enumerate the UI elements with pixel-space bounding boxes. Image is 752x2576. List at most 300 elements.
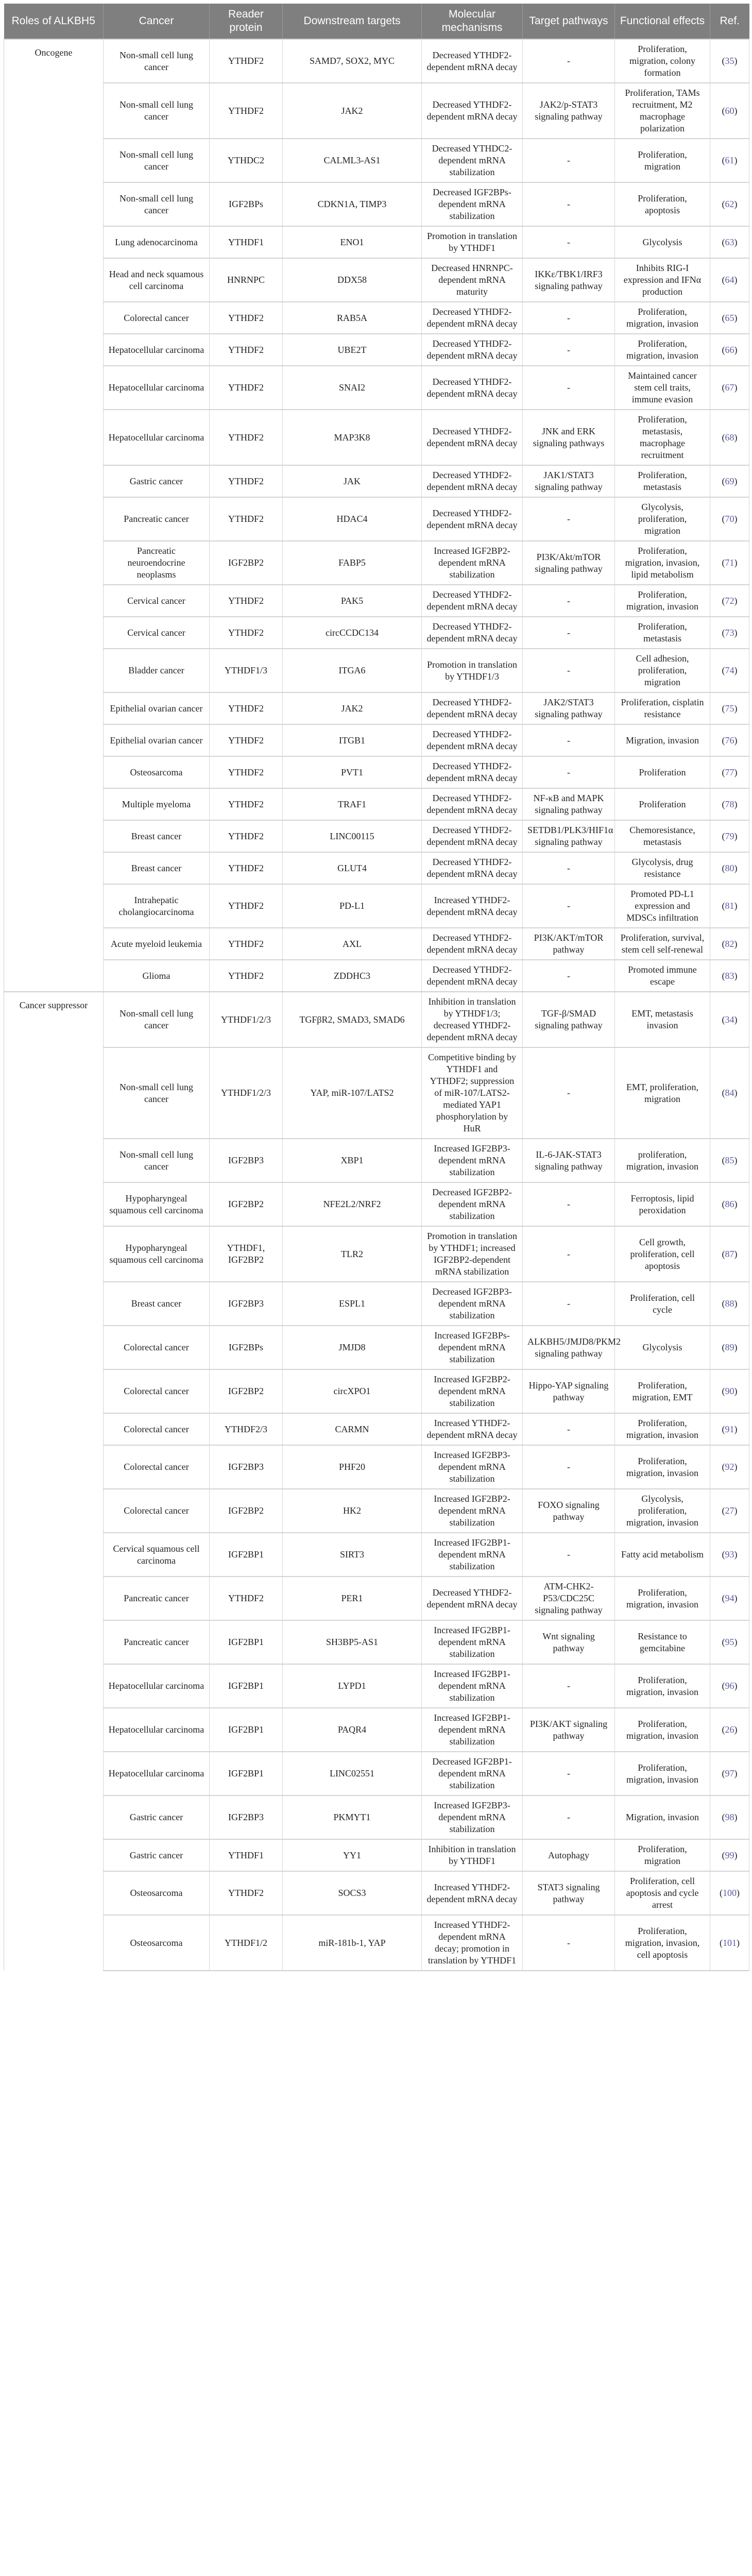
- functional-effects-cell: Glycolysis, proliferation, migration: [615, 497, 710, 541]
- molecular-mechanism-cell: Decreased HNRNPC-dependent mRNA maturity: [422, 258, 523, 302]
- cancer-cell: Breast cancer: [104, 820, 210, 852]
- functional-effects-cell: Cell growth, proliferation, cell apoptosis: [615, 1226, 710, 1282]
- target-pathway-cell: -: [523, 756, 615, 788]
- target-pathway-cell: JNK and ERK signaling pathways: [523, 410, 615, 465]
- functional-effects-cell: Proliferation, migration, invasion, lipid metabolism: [615, 541, 710, 585]
- reader-protein-cell: IGF2BP1: [210, 1708, 283, 1752]
- target-pathway-cell: -: [523, 1664, 615, 1708]
- column-header-reader-protein: Reader protein: [210, 4, 283, 39]
- column-header-target-pathways: Target pathways: [523, 4, 615, 39]
- ref-link[interactable]: 26: [725, 1724, 734, 1735]
- target-pathway-cell: IL-6-JAK-STAT3 signaling pathway: [523, 1139, 615, 1182]
- ref-cell: [710, 226, 749, 258]
- reader-protein-cell: YTHDF2: [210, 756, 283, 788]
- functional-effects-cell: Promoted PD-L1 expression and MDSCs infiltration: [615, 884, 710, 928]
- molecular-mechanism-cell: Decreased YTHDF2-dependent mRNA decay: [422, 928, 523, 960]
- functional-effects-cell: Ferroptosis, lipid peroxidation: [615, 1182, 710, 1226]
- ref-cell: [710, 884, 749, 928]
- reader-protein-cell: YTHDF1/2: [210, 1915, 283, 1971]
- cancer-cell: Hepatocellular carcinoma: [104, 334, 210, 366]
- molecular-mechanism-cell: Increased IGF2BP3-dependent mRNA stabilization: [422, 1139, 523, 1182]
- cancer-cell: Osteosarcoma: [104, 1915, 210, 1971]
- downstream-targets-cell: SIRT3: [283, 1533, 422, 1577]
- cancer-cell: Gastric cancer: [104, 1795, 210, 1839]
- ref-cell: [710, 83, 749, 139]
- downstream-targets-cell: MAP3K8: [283, 410, 422, 465]
- reader-protein-cell: IGF2BP3: [210, 1795, 283, 1839]
- cancer-cell: Acute myeloid leukemia: [104, 928, 210, 960]
- downstream-targets-cell: TRAF1: [283, 788, 422, 820]
- downstream-targets-cell: SH3BP5-AS1: [283, 1620, 422, 1664]
- downstream-targets-cell: ZDDHC3: [283, 960, 422, 992]
- functional-effects-cell: Inhibits RIG-I expression and IFNα production: [615, 258, 710, 302]
- ref-link[interactable]: 65: [725, 312, 734, 323]
- functional-effects-cell: Proliferation, cell apoptosis and cycle arrest: [615, 1871, 710, 1915]
- functional-effects-cell: Proliferation, migration, invasion: [615, 334, 710, 366]
- downstream-targets-cell: LINC00115: [283, 820, 422, 852]
- molecular-mechanism-cell: Promotion in translation by YTHDF1: [422, 226, 523, 258]
- downstream-targets-cell: CDKN1A, TIMP3: [283, 182, 422, 226]
- molecular-mechanism-cell: Decreased YTHDF2-dependent mRNA decay: [422, 302, 523, 334]
- molecular-mechanism-cell: Decreased YTHDF2-dependent mRNA decay: [422, 1577, 523, 1620]
- ref-link[interactable]: 72: [725, 595, 734, 606]
- ref-cell: [710, 541, 749, 585]
- reader-protein-cell: IGF2BP1: [210, 1752, 283, 1795]
- ref-link[interactable]: 68: [725, 432, 734, 443]
- ref-cell: [710, 139, 749, 182]
- ref-link[interactable]: 69: [725, 476, 734, 486]
- functional-effects-cell: Proliferation, migration, invasion: [615, 302, 710, 334]
- ref-link[interactable]: 79: [725, 831, 734, 841]
- ref-cell: [710, 820, 749, 852]
- table-row: [4, 992, 749, 1047]
- cancer-cell: Cervical cancer: [104, 617, 210, 649]
- ref-cell: [710, 1839, 749, 1871]
- functional-effects-cell: Glycolysis, proliferation, migration, invasion: [615, 1489, 710, 1533]
- functional-effects-cell: Proliferation, cisplatin resistance: [615, 692, 710, 724]
- table-row: [4, 139, 749, 182]
- cancer-cell: Non-small cell lung cancer: [104, 39, 210, 83]
- functional-effects-cell: Migration, invasion: [615, 1795, 710, 1839]
- table-row: [4, 585, 749, 617]
- reader-protein-cell: YTHDF2: [210, 852, 283, 884]
- cancer-cell: Colorectal cancer: [104, 1413, 210, 1445]
- cancer-cell: Intrahepatic cholangiocarcinoma: [104, 884, 210, 928]
- molecular-mechanism-cell: Decreased YTHDF2-dependent mRNA decay: [422, 692, 523, 724]
- molecular-mechanism-cell: Increased YTHDF2-dependent mRNA decay: [422, 1871, 523, 1915]
- reader-protein-cell: YTHDF2: [210, 928, 283, 960]
- molecular-mechanism-cell: Decreased IGF2BP3-dependent mRNA stabilization: [422, 1282, 523, 1326]
- ref-link[interactable]: 89: [725, 1342, 734, 1352]
- functional-effects-cell: Proliferation, TAMs recruitment, M2 macrophage polarization: [615, 83, 710, 139]
- molecular-mechanism-cell: Increased YTHDF2-dependent mRNA decay: [422, 1413, 523, 1445]
- molecular-mechanism-cell: Increased IGF2BP3-dependent mRNA stabilization: [422, 1445, 523, 1489]
- functional-effects-cell: Proliferation, cell cycle: [615, 1282, 710, 1326]
- ref-cell: [710, 302, 749, 334]
- column-header-roles: Roles of ALKBH5: [4, 4, 104, 39]
- column-header-ref: Ref.: [710, 4, 749, 39]
- target-pathway-cell: PI3K/AKT/mTOR pathway: [523, 928, 615, 960]
- table-row: [4, 1489, 749, 1533]
- downstream-targets-cell: PER1: [283, 1577, 422, 1620]
- reader-protein-cell: IGF2BPs: [210, 1326, 283, 1369]
- functional-effects-cell: Proliferation, migration, invasion: [615, 1577, 710, 1620]
- table-row: [4, 724, 749, 756]
- ref-cell: [710, 928, 749, 960]
- molecular-mechanism-cell: Increased YTHDF2-dependent mRNA decay: [422, 884, 523, 928]
- ref-link[interactable]: 83: [725, 970, 734, 981]
- table-row: [4, 1620, 749, 1664]
- table-row: [4, 1752, 749, 1795]
- table-row: [4, 1369, 749, 1413]
- cancer-cell: Epithelial ovarian cancer: [104, 692, 210, 724]
- functional-effects-cell: Fatty acid metabolism: [615, 1533, 710, 1577]
- functional-effects-cell: Maintained cancer stem cell traits, immune evasion: [615, 366, 710, 410]
- ref-link[interactable]: 70: [725, 514, 734, 524]
- target-pathway-cell: Wnt signaling pathway: [523, 1620, 615, 1664]
- table-row: [4, 1533, 749, 1577]
- ref-link[interactable]: 63: [725, 236, 734, 247]
- molecular-mechanism-cell: Decreased IGF2BPs-dependent mRNA stabilization: [422, 182, 523, 226]
- ref-link[interactable]: 85: [725, 1155, 734, 1165]
- column-header-molecular-mechanisms: Molecular mechanisms: [422, 4, 523, 39]
- ref-cell: [710, 756, 749, 788]
- functional-effects-cell: Glycolysis: [615, 226, 710, 258]
- target-pathway-cell: FOXO signaling pathway: [523, 1489, 615, 1533]
- target-pathway-cell: STAT3 signaling pathway: [523, 1871, 615, 1915]
- downstream-targets-cell: HK2: [283, 1489, 422, 1533]
- ref-link[interactable]: 93: [725, 1549, 734, 1560]
- molecular-mechanism-cell: Decreased YTHDF2-dependent mRNA decay: [422, 724, 523, 756]
- table-row: [4, 649, 749, 692]
- target-pathway-cell: JAK1/STAT3 signaling pathway: [523, 465, 615, 497]
- reader-protein-cell: YTHDF2: [210, 692, 283, 724]
- target-pathway-cell: JAK2/STAT3 signaling pathway: [523, 692, 615, 724]
- ref-link[interactable]: 96: [725, 1681, 734, 1691]
- functional-effects-cell: Proliferation, survival, stem cell self-renewal: [615, 928, 710, 960]
- functional-effects-cell: Chemoresistance, metastasis: [615, 820, 710, 852]
- target-pathway-cell: -: [523, 1182, 615, 1226]
- ref-cell: [710, 960, 749, 992]
- molecular-mechanism-cell: Inhibition in translation by YTHDF1/3; decreased YTHDF2-dependent mRNA decay: [422, 992, 523, 1047]
- cancer-cell: Epithelial ovarian cancer: [104, 724, 210, 756]
- reader-protein-cell: YTHDF2: [210, 39, 283, 83]
- ref-cell: [710, 724, 749, 756]
- reader-protein-cell: YTHDC2: [210, 139, 283, 182]
- ref-cell: [710, 1577, 749, 1620]
- table-row: [4, 1139, 749, 1182]
- table-row: [4, 258, 749, 302]
- molecular-mechanism-cell: Decreased YTHDF2-dependent mRNA decay: [422, 83, 523, 139]
- ref-cell: [710, 1915, 749, 1971]
- ref-cell: [710, 1871, 749, 1915]
- downstream-targets-cell: SNAI2: [283, 366, 422, 410]
- downstream-targets-cell: CALML3-AS1: [283, 139, 422, 182]
- ref-link[interactable]: 100: [723, 1888, 737, 1898]
- ref-cell: [710, 692, 749, 724]
- target-pathway-cell: PI3K/Akt/mTOR signaling pathway: [523, 541, 615, 585]
- target-pathway-cell: ALKBH5/JMJD8/PKM2 signaling pathway: [523, 1326, 615, 1369]
- target-pathway-cell: -: [523, 1413, 615, 1445]
- functional-effects-cell: Proliferation: [615, 756, 710, 788]
- molecular-mechanism-cell: Increased YTHDF2-dependent mRNA decay; promotion in translation by YTHDF1: [422, 1915, 523, 1971]
- reader-protein-cell: YTHDF1: [210, 1839, 283, 1871]
- ref-link[interactable]: 98: [725, 1812, 734, 1822]
- role-cell: Oncogene: [4, 39, 104, 992]
- table-row: [4, 756, 749, 788]
- ref-cell: [710, 334, 749, 366]
- cancer-cell: Hepatocellular carcinoma: [104, 1664, 210, 1708]
- downstream-targets-cell: PHF20: [283, 1445, 422, 1489]
- target-pathway-cell: -: [523, 497, 615, 541]
- ref-link[interactable]: 91: [725, 1423, 734, 1434]
- ref-link[interactable]: 95: [725, 1637, 734, 1647]
- downstream-targets-cell: PD-L1: [283, 884, 422, 928]
- column-header-downstream-targets: Downstream targets: [283, 4, 422, 39]
- reader-protein-cell: YTHDF2: [210, 302, 283, 334]
- reader-protein-cell: YTHDF2: [210, 410, 283, 465]
- reader-protein-cell: YTHDF1/2/3: [210, 1047, 283, 1139]
- downstream-targets-cell: YAP, miR-107/LATS2: [283, 1047, 422, 1139]
- ref-link[interactable]: 71: [725, 557, 734, 568]
- downstream-targets-cell: JAK: [283, 465, 422, 497]
- ref-cell: [710, 1369, 749, 1413]
- ref-link[interactable]: 76: [725, 735, 734, 745]
- ref-link[interactable]: 84: [725, 1088, 734, 1098]
- ref-link[interactable]: 66: [725, 344, 734, 355]
- cancer-cell: Non-small cell lung cancer: [104, 139, 210, 182]
- molecular-mechanism-cell: Competitive binding by YTHDF1 and YTHDF2; suppression of miR-107/LATS2-mediated YAP1 phosphorylation by HuR: [422, 1047, 523, 1139]
- cancer-cell: Cervical squamous cell carcinoma: [104, 1533, 210, 1577]
- table-row: [4, 497, 749, 541]
- table-row: [4, 960, 749, 992]
- cancer-cell: Pancreatic cancer: [104, 1577, 210, 1620]
- ref-link[interactable]: 81: [725, 901, 734, 911]
- functional-effects-cell: proliferation, migration, invasion: [615, 1139, 710, 1182]
- reader-protein-cell: YTHDF2: [210, 366, 283, 410]
- molecular-mechanism-cell: Increased IFG2BP1-dependent mRNA stabilization: [422, 1533, 523, 1577]
- ref-link[interactable]: 99: [725, 1850, 734, 1860]
- cancer-cell: Osteosarcoma: [104, 1871, 210, 1915]
- ref-link[interactable]: 60: [725, 105, 734, 116]
- target-pathway-cell: Autophagy: [523, 1839, 615, 1871]
- downstream-targets-cell: TLR2: [283, 1226, 422, 1282]
- cancer-cell: Pancreatic cancer: [104, 497, 210, 541]
- functional-effects-cell: Proliferation, apoptosis: [615, 182, 710, 226]
- molecular-mechanism-cell: Increased IFG2BP1-dependent mRNA stabilization: [422, 1620, 523, 1664]
- ref-link[interactable]: 34: [725, 1014, 734, 1025]
- functional-effects-cell: Proliferation, migration: [615, 1839, 710, 1871]
- functional-effects-cell: Proliferation, migration, invasion: [615, 1413, 710, 1445]
- molecular-mechanism-cell: Decreased YTHDF2-dependent mRNA decay: [422, 334, 523, 366]
- downstream-targets-cell: RAB5A: [283, 302, 422, 334]
- ref-link[interactable]: 86: [725, 1199, 734, 1209]
- reader-protein-cell: YTHDF2: [210, 497, 283, 541]
- molecular-mechanism-cell: Promotion in translation by YTHDF1/3: [422, 649, 523, 692]
- downstream-targets-cell: DDX58: [283, 258, 422, 302]
- ref-link[interactable]: 67: [725, 382, 734, 393]
- target-pathway-cell: -: [523, 302, 615, 334]
- table-row: [4, 182, 749, 226]
- downstream-targets-cell: JAK2: [283, 83, 422, 139]
- functional-effects-cell: Proliferation, migration, invasion: [615, 1708, 710, 1752]
- table-row: [4, 83, 749, 139]
- ref-link[interactable]: 92: [725, 1462, 734, 1472]
- downstream-targets-cell: LINC02551: [283, 1752, 422, 1795]
- molecular-mechanism-cell: Decreased YTHDF2-dependent mRNA decay: [422, 410, 523, 465]
- cancer-cell: Hepatocellular carcinoma: [104, 1708, 210, 1752]
- reader-protein-cell: YTHDF2: [210, 617, 283, 649]
- reader-protein-cell: YTHDF2: [210, 1577, 283, 1620]
- table-row: [4, 1577, 749, 1620]
- ref-link[interactable]: 74: [725, 665, 734, 675]
- downstream-targets-cell: circCCDC134: [283, 617, 422, 649]
- ref-cell: [710, 182, 749, 226]
- molecular-mechanism-cell: Decreased YTHDF2-dependent mRNA decay: [422, 788, 523, 820]
- ref-cell: [710, 366, 749, 410]
- target-pathway-cell: -: [523, 1047, 615, 1139]
- ref-link[interactable]: 61: [725, 155, 734, 165]
- downstream-targets-cell: miR-181b-1, YAP: [283, 1915, 422, 1971]
- molecular-mechanism-cell: Decreased YTHDC2-dependent mRNA stabilization: [422, 139, 523, 182]
- cancer-cell: Colorectal cancer: [104, 1326, 210, 1369]
- reader-protein-cell: YTHDF1: [210, 226, 283, 258]
- reader-protein-cell: IGF2BP3: [210, 1139, 283, 1182]
- ref-link[interactable]: 73: [725, 627, 734, 638]
- cancer-cell: Multiple myeloma: [104, 788, 210, 820]
- molecular-mechanism-cell: Decreased YTHDF2-dependent mRNA decay: [422, 465, 523, 497]
- molecular-mechanism-cell: Increased IGF2BP3-dependent mRNA stabilization: [422, 1795, 523, 1839]
- ref-cell: [710, 1182, 749, 1226]
- reader-protein-cell: YTHDF2: [210, 788, 283, 820]
- reader-protein-cell: YTHDF2: [210, 585, 283, 617]
- downstream-targets-cell: circXPO1: [283, 1369, 422, 1413]
- functional-effects-cell: Proliferation, migration, invasion, cell apoptosis: [615, 1915, 710, 1971]
- target-pathway-cell: -: [523, 366, 615, 410]
- cancer-cell: Non-small cell lung cancer: [104, 1139, 210, 1182]
- ref-link[interactable]: 87: [725, 1248, 734, 1259]
- cancer-cell: Hypopharyngeal squamous cell carcinoma: [104, 1182, 210, 1226]
- table-row: [4, 1839, 749, 1871]
- cancer-cell: Head and neck squamous cell carcinoma: [104, 258, 210, 302]
- ref-cell: [710, 1664, 749, 1708]
- ref-cell: [710, 1413, 749, 1445]
- ref-link[interactable]: 80: [725, 862, 734, 873]
- target-pathway-cell: -: [523, 226, 615, 258]
- table-row: [4, 788, 749, 820]
- downstream-targets-cell: UBE2T: [283, 334, 422, 366]
- cancer-cell: Hepatocellular carcinoma: [104, 1752, 210, 1795]
- reader-protein-cell: IGF2BP3: [210, 1282, 283, 1326]
- ref-link[interactable]: 90: [725, 1386, 734, 1396]
- target-pathway-cell: NF-κB and MAPK signaling pathway: [523, 788, 615, 820]
- target-pathway-cell: IKKε/TBK1/IRF3 signaling pathway: [523, 258, 615, 302]
- functional-effects-cell: EMT, proliferation, migration: [615, 1047, 710, 1139]
- molecular-mechanism-cell: Decreased IGF2BP2-dependent mRNA stabilization: [422, 1182, 523, 1226]
- ref-link[interactable]: 75: [725, 703, 734, 714]
- ref-cell: [710, 1489, 749, 1533]
- table-row: [4, 820, 749, 852]
- ref-link[interactable]: 64: [725, 275, 734, 285]
- table-row: [4, 1708, 749, 1752]
- reader-protein-cell: YTHDF2: [210, 83, 283, 139]
- reader-protein-cell: YTHDF2: [210, 884, 283, 928]
- cancer-cell: Hepatocellular carcinoma: [104, 366, 210, 410]
- functional-effects-cell: Cell adhesion, proliferation, migration: [615, 649, 710, 692]
- ref-cell: [710, 465, 749, 497]
- functional-effects-cell: Proliferation, migration, colony formation: [615, 39, 710, 83]
- table-row: [4, 1182, 749, 1226]
- reader-protein-cell: IGF2BP2: [210, 541, 283, 585]
- functional-effects-cell: Glycolysis: [615, 1326, 710, 1369]
- cancer-cell: Hypopharyngeal squamous cell carcinoma: [104, 1226, 210, 1282]
- target-pathway-cell: TGF-β/SMAD signaling pathway: [523, 992, 615, 1047]
- target-pathway-cell: -: [523, 182, 615, 226]
- cancer-cell: Osteosarcoma: [104, 756, 210, 788]
- table-row: [4, 1047, 749, 1139]
- functional-effects-cell: Proliferation, migration, invasion: [615, 585, 710, 617]
- ref-link[interactable]: 78: [725, 799, 734, 809]
- ref-link[interactable]: 77: [725, 767, 734, 777]
- table-row: [4, 884, 749, 928]
- ref-cell: [710, 1282, 749, 1326]
- target-pathway-cell: -: [523, 1915, 615, 1971]
- functional-effects-cell: Proliferation, migration, EMT: [615, 1369, 710, 1413]
- target-pathway-cell: -: [523, 852, 615, 884]
- ref-cell: [710, 1047, 749, 1139]
- downstream-targets-cell: ENO1: [283, 226, 422, 258]
- alkbh5-table: [4, 4, 749, 1971]
- ref-link[interactable]: 101: [723, 1937, 737, 1948]
- downstream-targets-cell: XBP1: [283, 1139, 422, 1182]
- ref-link[interactable]: 27: [725, 1505, 734, 1516]
- reader-protein-cell: YTHDF2: [210, 1871, 283, 1915]
- ref-link[interactable]: 97: [725, 1768, 734, 1778]
- target-pathway-cell: -: [523, 617, 615, 649]
- column-header-cancer: Cancer: [104, 4, 210, 39]
- table-row: [4, 1445, 749, 1489]
- table-row: [4, 465, 749, 497]
- functional-effects-cell: Resistance to gemcitabine: [615, 1620, 710, 1664]
- cancer-cell: Non-small cell lung cancer: [104, 83, 210, 139]
- ref-link[interactable]: 88: [725, 1298, 734, 1309]
- ref-link[interactable]: 94: [725, 1593, 734, 1603]
- ref-cell: [710, 649, 749, 692]
- cancer-cell: Colorectal cancer: [104, 1369, 210, 1413]
- reader-protein-cell: IGF2BP3: [210, 1445, 283, 1489]
- ref-link[interactable]: 35: [725, 56, 734, 66]
- downstream-targets-cell: JMJD8: [283, 1326, 422, 1369]
- ref-cell: [710, 1326, 749, 1369]
- target-pathway-cell: PI3K/AKT signaling pathway: [523, 1708, 615, 1752]
- downstream-targets-cell: AXL: [283, 928, 422, 960]
- molecular-mechanism-cell: Decreased YTHDF2-dependent mRNA decay: [422, 497, 523, 541]
- downstream-targets-cell: SOCS3: [283, 1871, 422, 1915]
- role-cell: Cancer suppressor: [4, 992, 104, 1971]
- molecular-mechanism-cell: Increased IGF2BP2-dependent mRNA stabilization: [422, 1369, 523, 1413]
- ref-link[interactable]: 82: [725, 938, 734, 949]
- reader-protein-cell: YTHDF2: [210, 820, 283, 852]
- downstream-targets-cell: GLUT4: [283, 852, 422, 884]
- header-row: [4, 4, 749, 39]
- ref-cell: [710, 1620, 749, 1664]
- cancer-cell: Non-small cell lung cancer: [104, 992, 210, 1047]
- target-pathway-cell: -: [523, 1445, 615, 1489]
- downstream-targets-cell: YY1: [283, 1839, 422, 1871]
- ref-cell: [710, 497, 749, 541]
- molecular-mechanism-cell: Decreased YTHDF2-dependent mRNA decay: [422, 852, 523, 884]
- ref-link[interactable]: 62: [725, 199, 734, 209]
